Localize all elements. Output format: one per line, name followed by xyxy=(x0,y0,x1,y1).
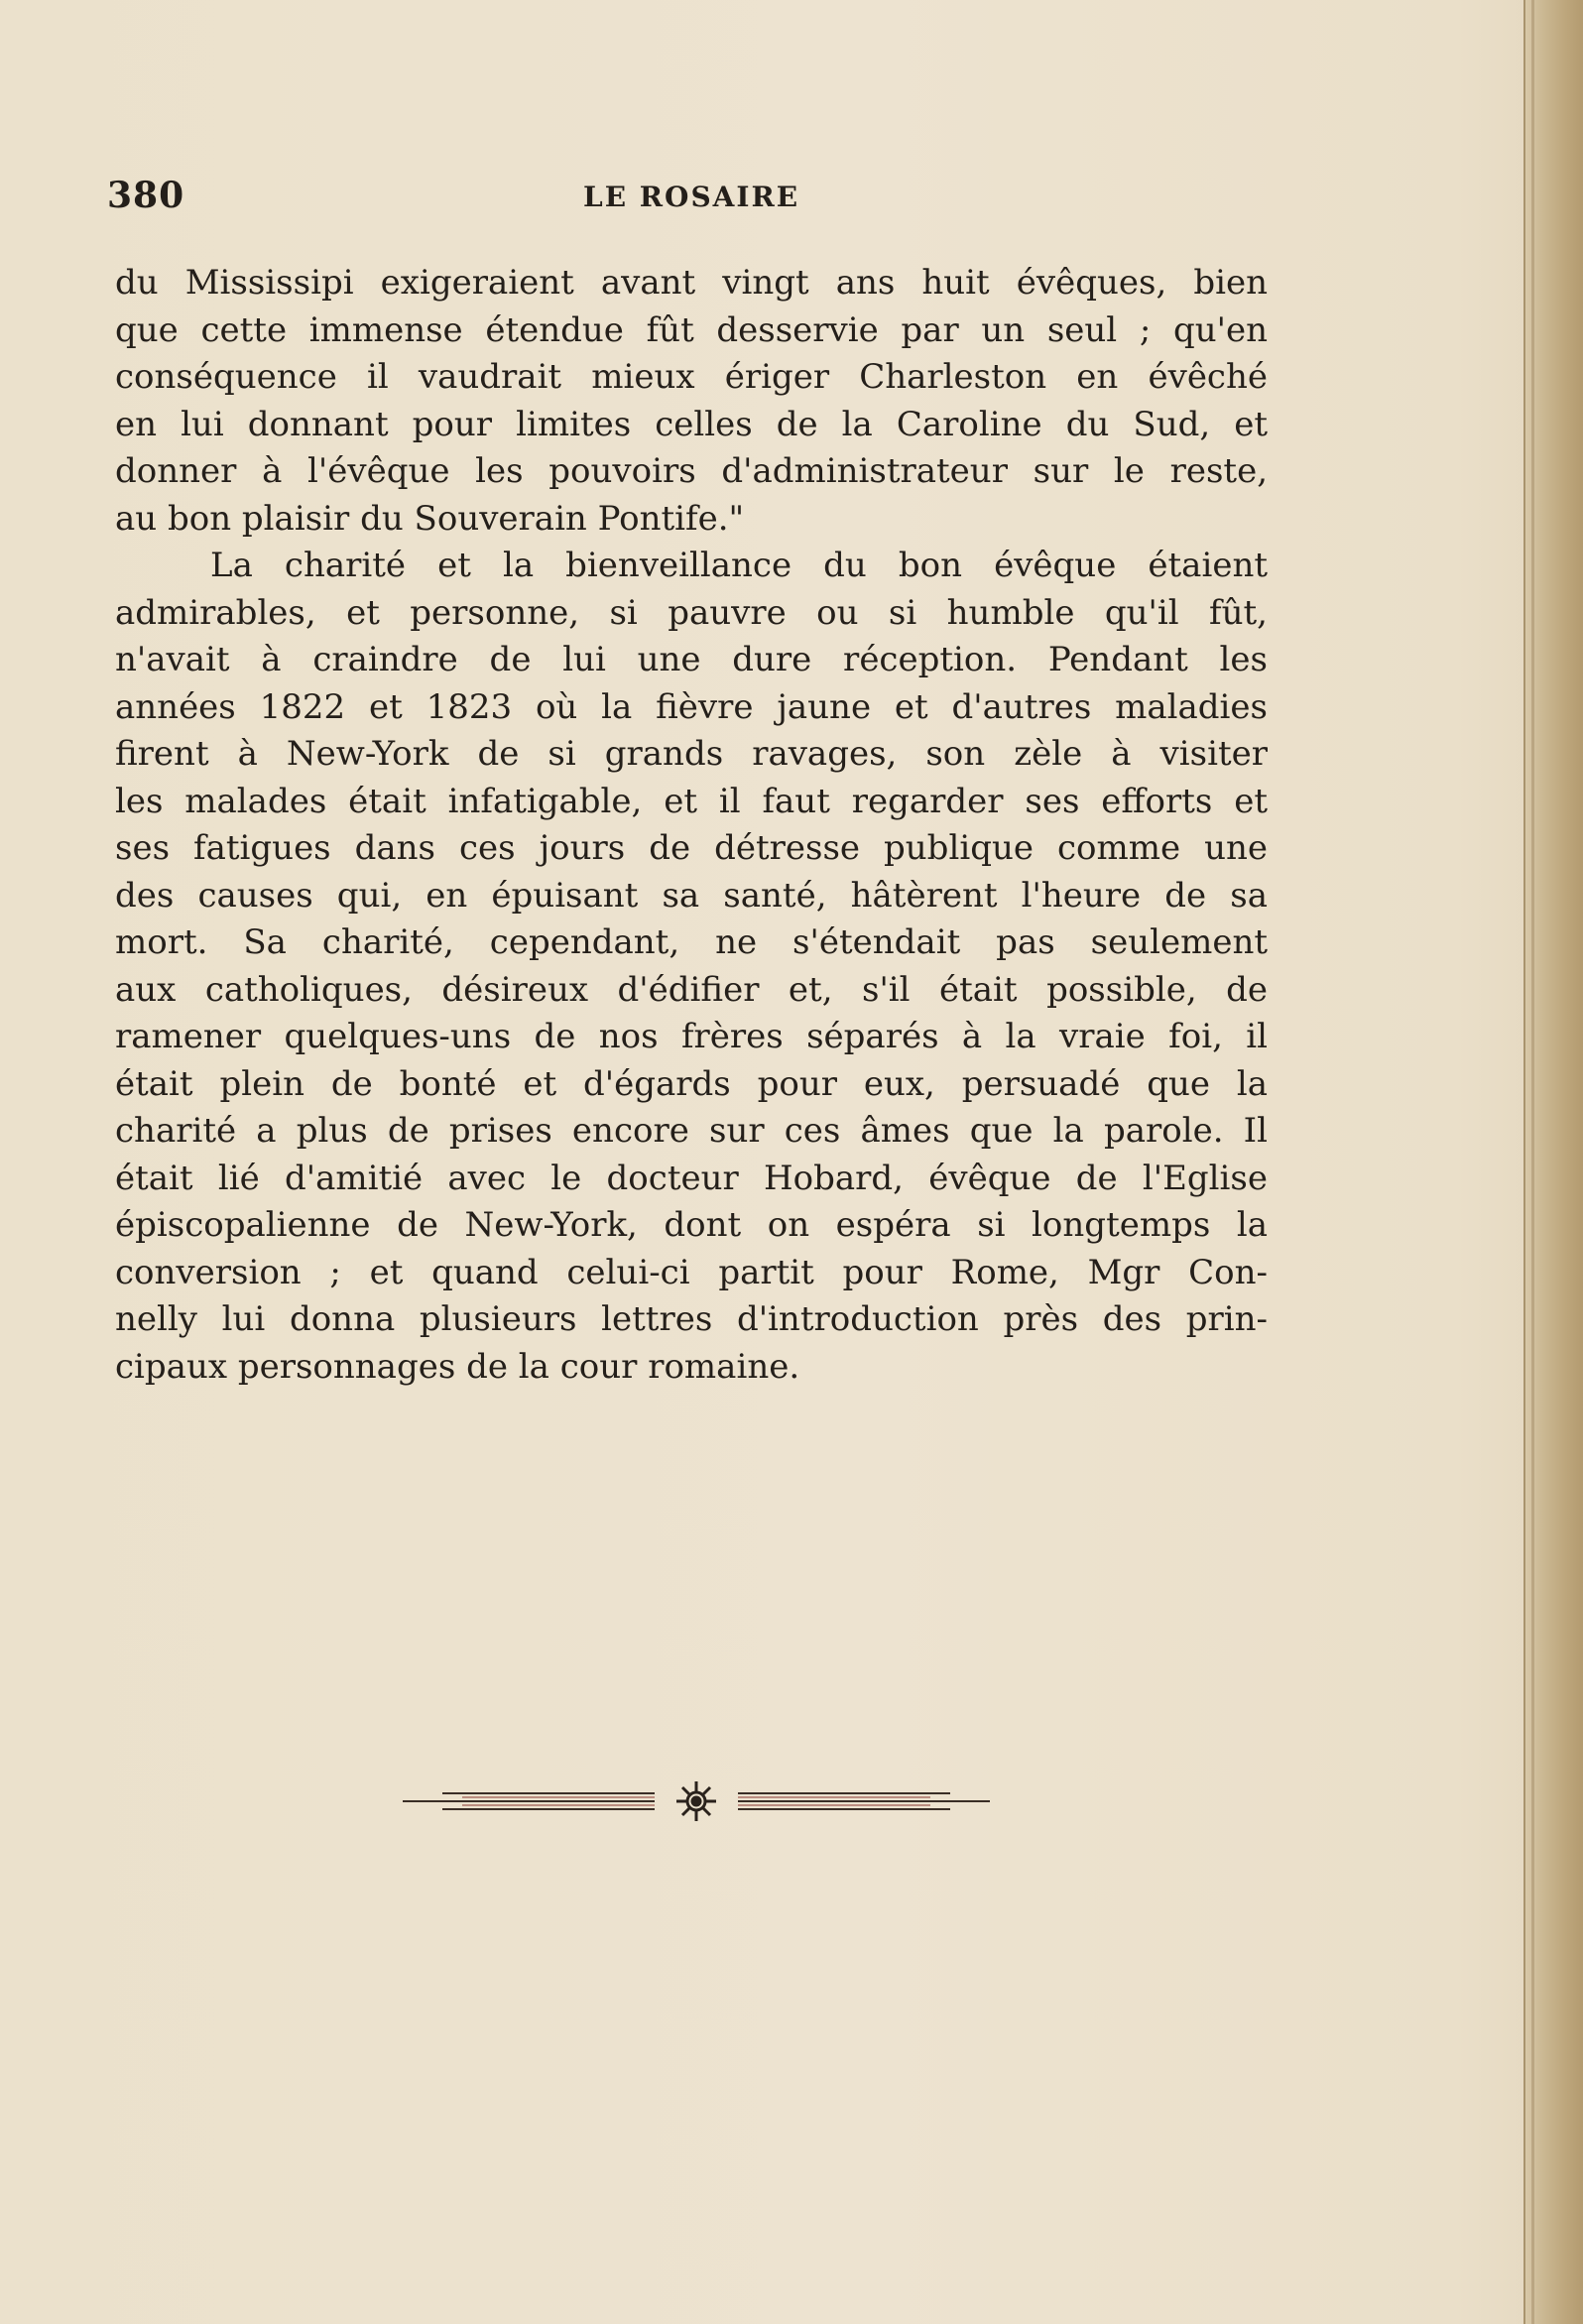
page-number: 380 xyxy=(107,175,185,216)
text-line: cipaux personnages de la cour romaine. xyxy=(115,1346,800,1387)
text-line: charité a plus de prises encore sur ces âmes que la parole. Il xyxy=(115,1111,1268,1151)
asterisk-flower-icon xyxy=(676,1781,716,1821)
text-line: La charité et la bienveillance du bon évêque étaient xyxy=(210,546,1268,585)
text-line: conversion ; et quand celui-ci partit pour Rome, Mgr Con- xyxy=(115,1252,1268,1292)
ornament-graphic xyxy=(403,1772,990,1831)
book-spine-edge xyxy=(1523,0,1583,2324)
text-line: firent à New-York de si grands ravages, son zèle à visiter xyxy=(115,734,1268,774)
page-header xyxy=(0,175,1583,222)
ornament-left-rules xyxy=(403,1793,655,1809)
text-line: était plein de bonté et d'égards pour eux, persuadé que la xyxy=(115,1063,1268,1104)
text-line: épiscopalienne de New-York, dont on espéra si longtemps la xyxy=(115,1205,1268,1245)
text-line: conséquence il vaudrait mieux ériger Charleston en évêché xyxy=(115,357,1268,397)
text-line: au bon plaisir du Souverain Pontife." xyxy=(115,498,745,539)
text-line: en lui donnant pour limites celles de la Caroline du Sud, et xyxy=(115,404,1268,444)
text-line: ramener quelques-uns de nos frères séparés à la vraie foi, il xyxy=(115,1017,1268,1056)
text-line: mort. Sa charité, cependant, ne s'étendait pas seulement xyxy=(115,922,1268,962)
section-ornament xyxy=(403,1772,990,1831)
text-line: années 1822 et 1823 où la fièvre jaune et d'autres maladies xyxy=(115,686,1268,727)
text-line: des causes qui, en épuisant sa santé, hâtèrent l'heure de sa xyxy=(115,875,1268,916)
text-line: donner à l'évêque les pouvoirs d'administrateur sur le reste, xyxy=(115,451,1268,491)
text-line: était lié d'amitié avec le docteur Hobard, évêque de l'Eglise xyxy=(115,1158,1268,1198)
text-line: que cette immense étendue fût desservie par un seul ; qu'en xyxy=(115,309,1268,350)
running-title: LE ROSAIRE xyxy=(583,181,800,213)
ornament-right-rules xyxy=(738,1793,990,1809)
text-line: les malades était infatigable, et il faut regarder ses efforts et xyxy=(115,781,1268,821)
body-text xyxy=(115,260,1268,1391)
text-line: n'avait à craindre de lui une dure réception. Pendant les xyxy=(115,640,1268,679)
text-line: ses fatigues dans ces jours de détresse publique comme une xyxy=(115,828,1268,868)
text-line: admirables, et personne, si pauvre ou si humble qu'il fût, xyxy=(115,592,1268,633)
text-line: du Mississipi exigeraient avant vingt ans huit évêques, bien xyxy=(115,263,1268,303)
text-line: nelly lui donna plusieurs lettres d'introduction près des prin- xyxy=(115,1299,1268,1339)
text-line: aux catholiques, désireux d'édifier et, s'il était possible, de xyxy=(115,969,1268,1010)
